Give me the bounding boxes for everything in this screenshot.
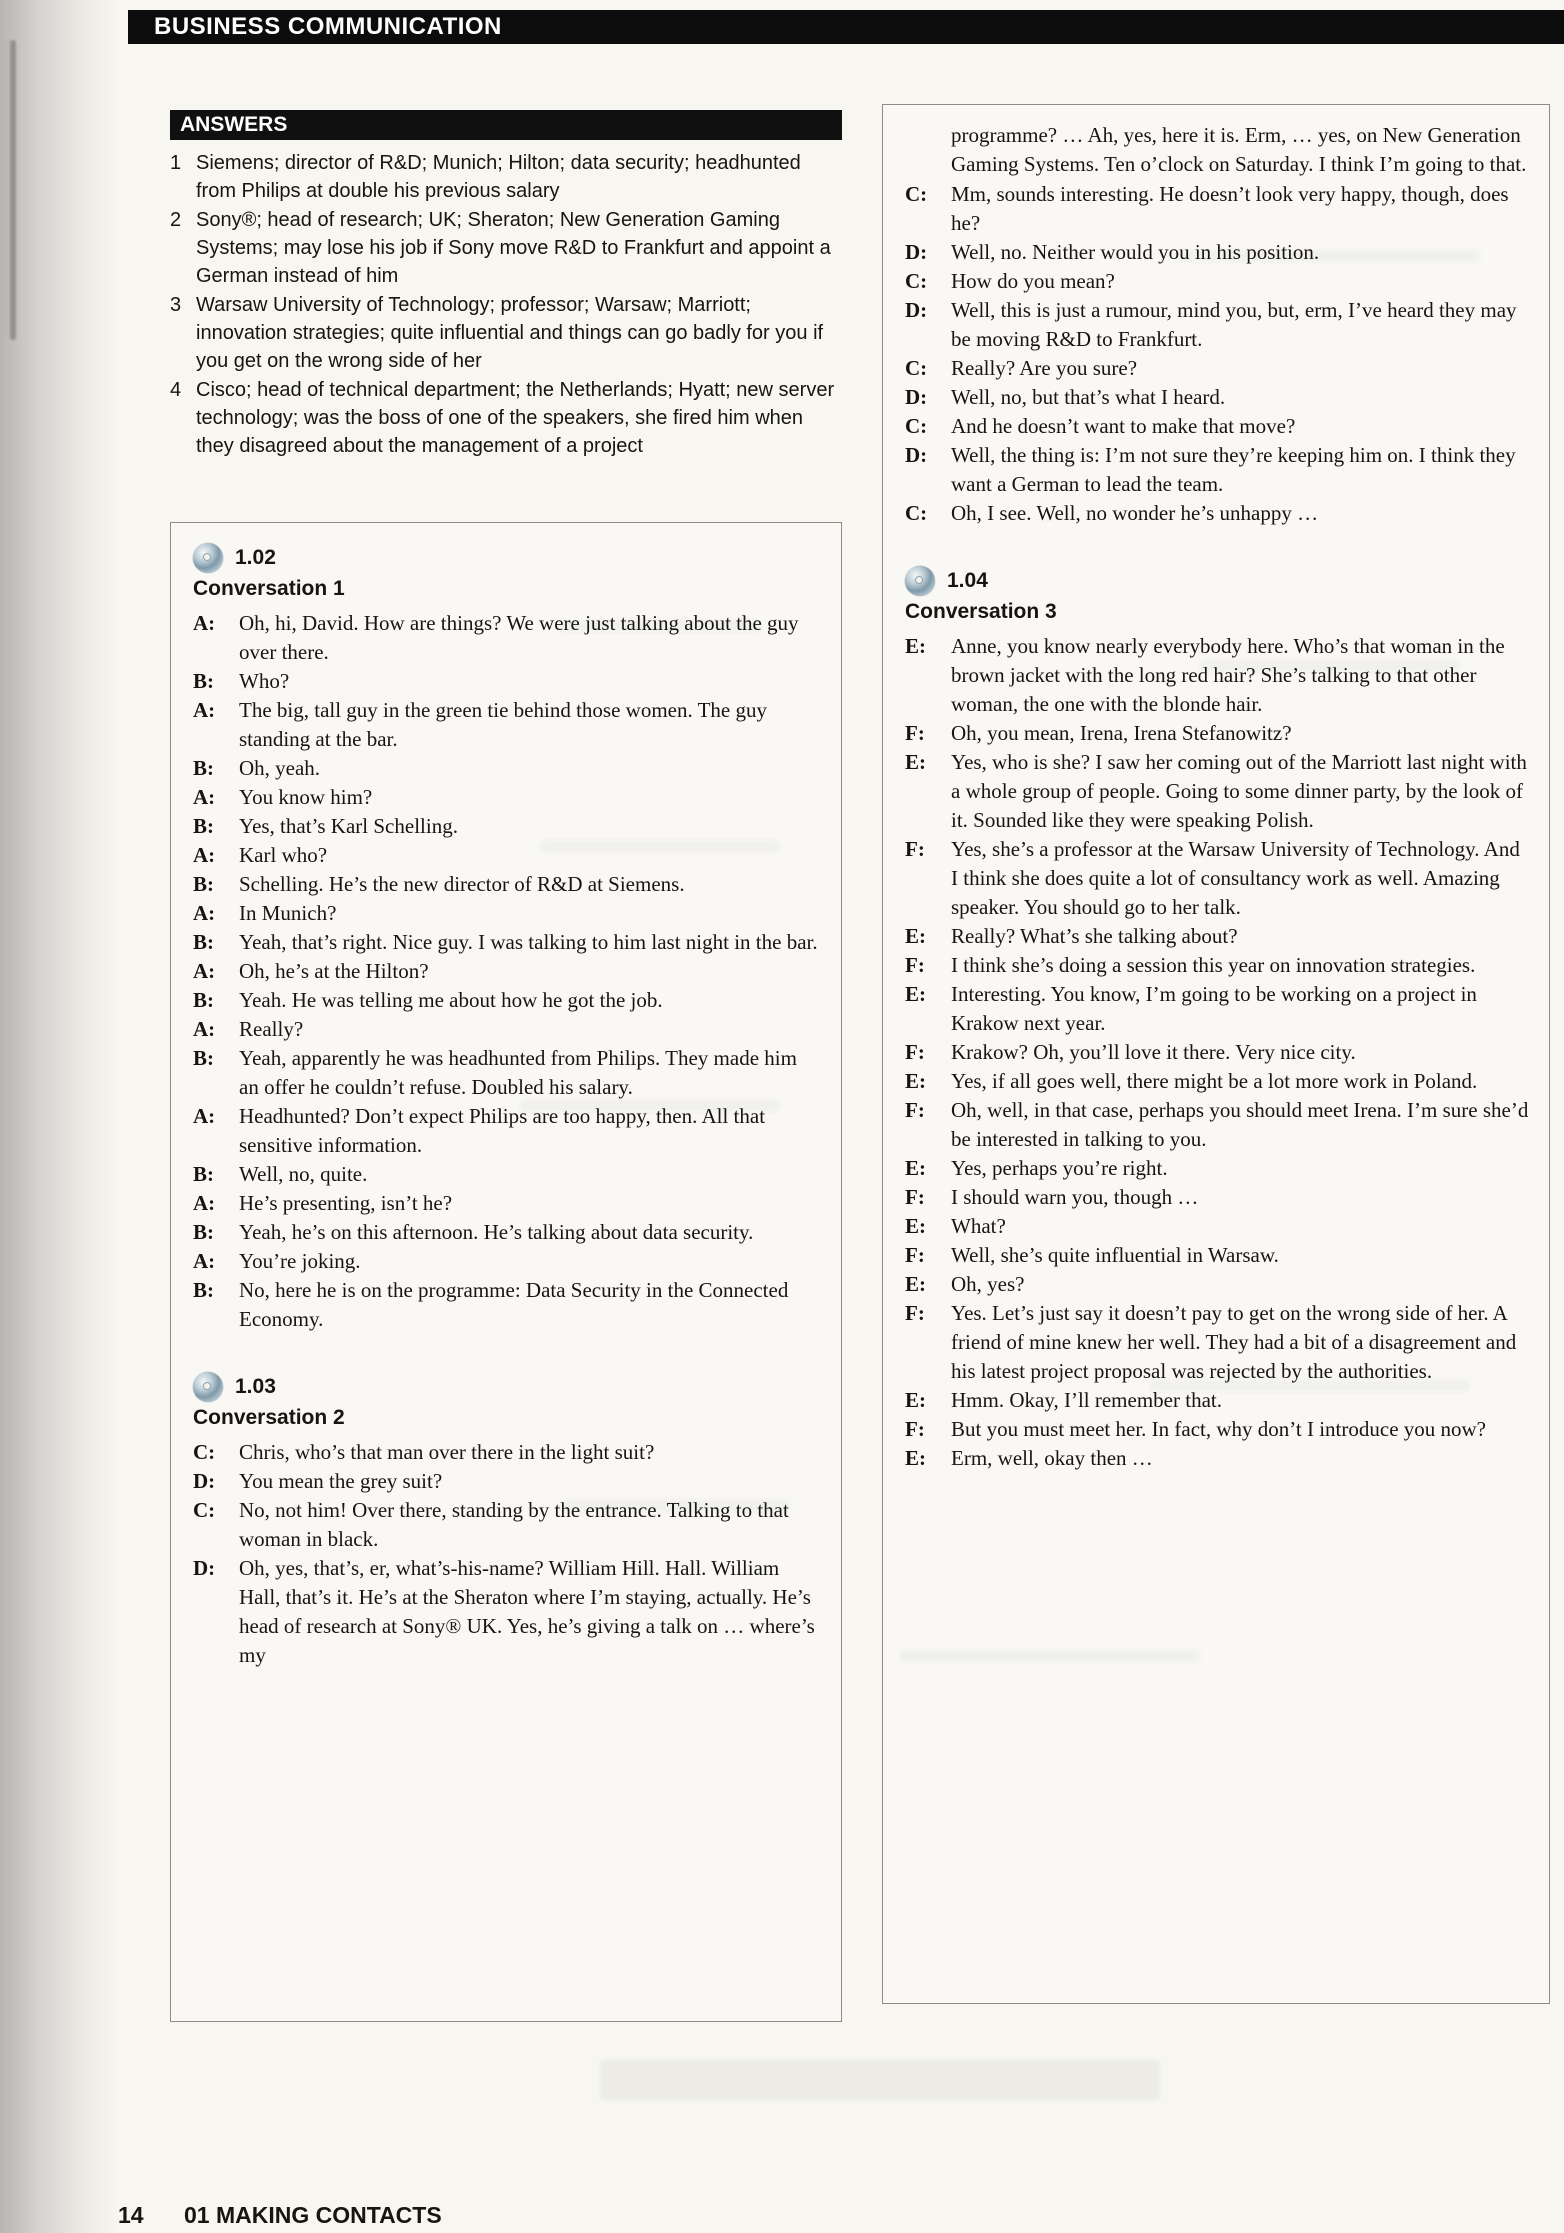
dialogue-line [905, 1096, 1529, 1154]
unit-title: 01 MAKING CONTACTS [183, 2202, 442, 2228]
speaker-label: E: [905, 1069, 926, 1093]
bleed-through-artifact [600, 2060, 1160, 2100]
speaker-label: B: [193, 756, 214, 780]
answer-item [170, 149, 842, 205]
dialogue-line [905, 180, 1529, 238]
dialogue-text: Oh, yes? [951, 1272, 1025, 1296]
speaker-label: D: [905, 443, 928, 467]
speaker-label: E: [905, 1388, 926, 1412]
dialogue-text: Yeah, he’s on this afternoon. He’s talking about data security. [239, 1220, 754, 1244]
dialogue-line [193, 1554, 821, 1670]
dialogue-text: Well, no, but that’s what I heard. [951, 385, 1226, 409]
dialogue-text: Yeah, that’s right. Nice guy. I was talking to him last night in the bar. [239, 930, 818, 954]
speaker-label: E: [905, 634, 926, 658]
dialogue-text: Well, she’s quite influential in Warsaw. [951, 1243, 1279, 1267]
dialogue-line [193, 812, 821, 841]
speaker-label: A: [193, 901, 216, 925]
dialogue-line [905, 922, 1529, 951]
dialogue-text: The big, tall guy in the green tie behind those women. The guy standing at the bar. [239, 698, 767, 751]
dialogue-line [193, 841, 821, 870]
dialogue-text: Really? Are you sure? [951, 356, 1138, 380]
speaker-label: A: [193, 1249, 216, 1273]
transcript-section [905, 121, 1529, 528]
dialogue-text: Yes, that’s Karl Schelling. [239, 814, 458, 838]
dialogue-line [193, 667, 821, 696]
dialogue-text: Erm, well, okay then … [951, 1446, 1153, 1470]
speaker-label: C: [193, 1440, 216, 1464]
dialogue-line [905, 1154, 1529, 1183]
dialogue-line [193, 1015, 821, 1044]
answer-text: Siemens; director of R&D; Munich; Hilton; data security; headhunted from Philips at double his previous salary [196, 152, 801, 202]
speaker-label: D: [905, 385, 928, 409]
dialogue-text: Well, no. Neither would you in his position. [951, 240, 1320, 264]
speaker-label: F: [905, 1301, 925, 1325]
transcript-section [193, 1372, 821, 1670]
dialogue-text: He’s presenting, isn’t he? [239, 1191, 453, 1215]
speaker-label: A: [193, 698, 216, 722]
speaker-label: C: [905, 501, 928, 525]
dialogue-text: Chris, who’s that man over there in the light suit? [239, 1440, 655, 1464]
speaker-label: C: [905, 182, 928, 206]
dialogue-text: Yes, if all goes well, there might be a lot more work in Poland. [951, 1069, 1478, 1093]
speaker-label: A: [193, 1191, 216, 1215]
answers-title: ANSWERS [180, 113, 288, 136]
speaker-label: B: [193, 814, 214, 838]
dialogue-line [193, 783, 821, 812]
speaker-label: A: [193, 611, 216, 635]
dialogue-line [193, 1247, 821, 1276]
speaker-label: A: [193, 843, 216, 867]
dialogue-text: Krakow? Oh, you’ll love it there. Very nice city. [951, 1040, 1356, 1064]
dialogue-text: What? [951, 1214, 1006, 1238]
dialogue-line [905, 632, 1529, 719]
dialogue-text: Oh, hi, David. How are things? We were just talking about the guy over there. [239, 611, 799, 664]
section-header [193, 543, 821, 573]
dialogue-text: Anne, you know nearly everybody here. Who’s that woman in the brown jacket with the long red hair? She’s talking to that other woman, the one with the blonde hair. [951, 634, 1505, 716]
page-header-title: BUSINESS COMMUNICATION [154, 13, 502, 40]
page-header [128, 10, 1564, 44]
dialogue-line [905, 951, 1529, 980]
dialogue-line [193, 1438, 821, 1467]
dialogue-line [193, 1044, 821, 1102]
dialogue-line [193, 1218, 821, 1247]
answer-item [170, 376, 842, 460]
speaker-label: B: [193, 872, 214, 896]
dialogue-text: Schelling. He’s the new director of R&D at Siemens. [239, 872, 685, 896]
dialogue-line [905, 1183, 1529, 1212]
dialogue-text: Mm, sounds interesting. He doesn’t look very happy, though, does he? [951, 182, 1509, 235]
speaker-label: B: [193, 1046, 214, 1070]
transcript-box-right [882, 104, 1550, 2004]
dialogue-text: Well, this is just a rumour, mind you, but, erm, I’ve heard they may be moving R&D to Frankfurt. [951, 298, 1517, 351]
dialogue-text: Really? [239, 1017, 304, 1041]
dialogue-text: Oh, he’s at the Hilton? [239, 959, 429, 983]
speaker-label: F: [905, 1417, 925, 1441]
speaker-label: C: [905, 414, 928, 438]
page-footer [118, 2202, 442, 2229]
track-number: 1.02 [235, 546, 276, 569]
dialogue-line [193, 870, 821, 899]
dialogue-text: You mean the grey suit? [239, 1469, 443, 1493]
speaker-label: B: [193, 1162, 214, 1186]
dialogue-line [193, 696, 821, 754]
dialogue-line [193, 1102, 821, 1160]
dialogue-text: Hmm. Okay, I’ll remember that. [951, 1388, 1222, 1412]
dialogue-line [905, 1415, 1529, 1444]
transcript-section [905, 566, 1529, 1473]
dialogue-text: Oh, you mean, Irena, Irena Stefanowitz? [951, 721, 1292, 745]
dialogue-text: Karl who? [239, 843, 328, 867]
dialogue-text: Well, the thing is: I’m not sure they’re keeping him on. I think they want a German to lead the team. [951, 443, 1516, 496]
dialogue-line [193, 609, 821, 667]
conversation-title: Conversation 1 [193, 577, 345, 600]
dialogue-text: Interesting. You know, I’m going to be working on a project in Krakow next year. [951, 982, 1477, 1035]
speaker-label: E: [905, 1156, 926, 1180]
dialogue-line [905, 238, 1529, 267]
speaker-label: B: [193, 669, 214, 693]
speaker-label: B: [193, 988, 214, 1012]
speaker-label: F: [905, 721, 925, 745]
section-header [905, 566, 1529, 596]
dialogue-line [193, 1160, 821, 1189]
scan-crease [10, 40, 16, 340]
speaker-label: C: [905, 269, 928, 293]
dialogue-text: You’re joking. [239, 1249, 361, 1273]
speaker-label: F: [905, 837, 925, 861]
dialogue-line [905, 1386, 1529, 1415]
dialogue-line [193, 957, 821, 986]
dialogue-line [905, 1038, 1529, 1067]
dialogue-line [905, 1067, 1529, 1096]
cd-audio-icon [193, 543, 223, 573]
dialogue-line [905, 1444, 1529, 1473]
dialogue-text: Yes, perhaps you’re right. [951, 1156, 1168, 1180]
speaker-label: E: [905, 924, 926, 948]
dialogue-text: No, not him! Over there, standing by the entrance. Talking to that woman in black. [239, 1498, 789, 1551]
dialogue-line [905, 383, 1529, 412]
dialogue-text: Really? What’s she talking about? [951, 924, 1238, 948]
answers-list [170, 149, 842, 460]
speaker-label: C: [905, 356, 928, 380]
dialogue-text: No, here he is on the programme: Data Security in the Connected Economy. [239, 1278, 789, 1331]
dialogue-line [905, 354, 1529, 383]
speaker-label: D: [193, 1469, 216, 1493]
speaker-label: A: [193, 1017, 216, 1041]
dialogue-text: How do you mean? [951, 269, 1115, 293]
speaker-label: F: [905, 953, 925, 977]
dialogue-line [905, 980, 1529, 1038]
dialogue-line [905, 719, 1529, 748]
dialogue-line [905, 1241, 1529, 1270]
dialogue-line [905, 748, 1529, 835]
dialogue-line [193, 986, 821, 1015]
speaker-label: F: [905, 1098, 925, 1122]
dialogue-line [193, 899, 821, 928]
answer-number: 1 [170, 152, 182, 174]
dialogue-line [193, 1276, 821, 1334]
answers-header [170, 110, 842, 140]
answer-number: 3 [170, 294, 182, 316]
dialogue-text: Oh, well, in that case, perhaps you should meet Irena. I’m sure she’d be interested in talking to you. [951, 1098, 1529, 1151]
dialogue-line [905, 1270, 1529, 1299]
speaker-label: E: [905, 1214, 926, 1238]
speaker-label: B: [193, 1278, 214, 1302]
dialogue-text: Yes, who is she? I saw her coming out of the Marriott last night with a whole group of people. Going to some dinner party, by the look of it. Sounded like they were speaking Polish. [951, 750, 1527, 832]
dialogue-line [193, 1496, 821, 1554]
dialogue-text: In Munich? [239, 901, 337, 925]
cd-audio-icon [905, 566, 935, 596]
dialogue-line [193, 1467, 821, 1496]
continued-speech: programme? … Ah, yes, here it is. Erm, … yes, on New Generation Gaming Systems. Ten o’clock on Saturday. I think I’m going to that. [951, 123, 1527, 176]
answer-text: Sony®; head of research; UK; Sheraton; New Generation Gaming Systems; may lose his job if Sony move R&D to Frankfurt and appoint a German instead of him [196, 209, 831, 287]
speaker-label: D: [905, 298, 928, 322]
speaker-label: A: [193, 1104, 216, 1128]
speaker-label: E: [905, 1272, 926, 1296]
answer-item [170, 206, 842, 290]
dialogue-text: Who? [239, 669, 290, 693]
answer-text: Warsaw University of Technology; professor; Warsaw; Marriott; innovation strategies; quite influential and things can go badly for you if you get on the wrong side of her [196, 294, 824, 372]
speaker-label: E: [905, 750, 926, 774]
speaker-label: D: [905, 240, 928, 264]
dialogue-text: Yes, she’s a professor at the Warsaw University of Technology. And I think she does quite a lot of consultancy work as well. Amazing speaker. You should go to her talk. [951, 837, 1520, 919]
left-column [170, 110, 842, 2022]
dialogue-text: I think she’s doing a session this year on innovation strategies. [951, 953, 1476, 977]
dialogue-line [193, 1189, 821, 1218]
dialogue-line [905, 267, 1529, 296]
answer-text: Cisco; head of technical department; the Netherlands; Hyatt; new server technology; was the boss of one of the speakers, she fired him when they disagreed about the management of a project [196, 379, 835, 457]
cd-audio-icon [193, 1372, 223, 1402]
answer-item [170, 291, 842, 375]
speaker-label: C: [193, 1498, 216, 1522]
track-number: 1.03 [235, 1375, 276, 1398]
speaker-label: B: [193, 1220, 214, 1244]
dialogue-text: Headhunted? Don’t expect Philips are too happy, then. All that sensitive information. [239, 1104, 766, 1157]
conversation-title: Conversation 2 [193, 1406, 345, 1429]
dialogue-text: Oh, yes, that’s, er, what’s-his-name? William Hill. Hall. William Hall, that’s it. He’s at the Sheraton where I’m staying, actually. He’s head of research at Sony® UK. Yes, he’s giving a talk on … where’s my [239, 1556, 815, 1667]
dialogue-text: But you must meet her. In fact, why don’t I introduce you now? [951, 1417, 1487, 1441]
dialogue-text: I should warn you, though … [951, 1185, 1199, 1209]
speaker-label: F: [905, 1040, 925, 1064]
dialogue-line [905, 499, 1529, 528]
dialogue-line [905, 296, 1529, 354]
speaker-label: D: [193, 1556, 216, 1580]
dialogue-text: You know him? [239, 785, 373, 809]
speaker-label: E: [905, 1446, 926, 1470]
page-number: 14 [118, 2202, 144, 2228]
dialogue-line [193, 754, 821, 783]
dialogue-line [905, 1299, 1529, 1386]
speaker-label: E: [905, 982, 926, 1006]
transcript-box-left [170, 522, 842, 2022]
speaker-label: B: [193, 930, 214, 954]
section-header [193, 1372, 821, 1402]
speaker-label: A: [193, 959, 216, 983]
dialogue-text: Well, no, quite. [239, 1162, 368, 1186]
answer-number: 4 [170, 379, 182, 401]
speaker-label: F: [905, 1243, 925, 1267]
track-number: 1.04 [947, 569, 988, 592]
dialogue-text: Yeah. He was telling me about how he got the job. [239, 988, 663, 1012]
transcript-section [193, 543, 821, 1334]
dialogue-line [905, 412, 1529, 441]
dialogue-line [905, 1212, 1529, 1241]
dialogue-text: Oh, I see. Well, no wonder he’s unhappy … [951, 501, 1319, 525]
dialogue-text: Oh, yeah. [239, 756, 321, 780]
dialogue-text: Yeah, apparently he was headhunted from Philips. They made him an offer he couldn’t refuse. Doubled his salary. [239, 1046, 797, 1099]
right-column [882, 104, 1550, 2004]
dialogue-line [193, 928, 821, 957]
scan-edge-shadow [0, 0, 118, 2233]
dialogue-line [905, 835, 1529, 922]
speaker-label: A: [193, 785, 216, 809]
conversation-title: Conversation 3 [905, 600, 1057, 623]
dialogue-text: And he doesn’t want to make that move? [951, 414, 1296, 438]
dialogue-text: Yes. Let’s just say it doesn’t pay to get on the wrong side of her. A friend of mine knew her well. They had a bit of a disagreement and his latest project proposal was rejected by the authorities. [951, 1301, 1517, 1383]
speaker-label: F: [905, 1185, 925, 1209]
dialogue-line [905, 441, 1529, 499]
answer-number: 2 [170, 209, 182, 231]
